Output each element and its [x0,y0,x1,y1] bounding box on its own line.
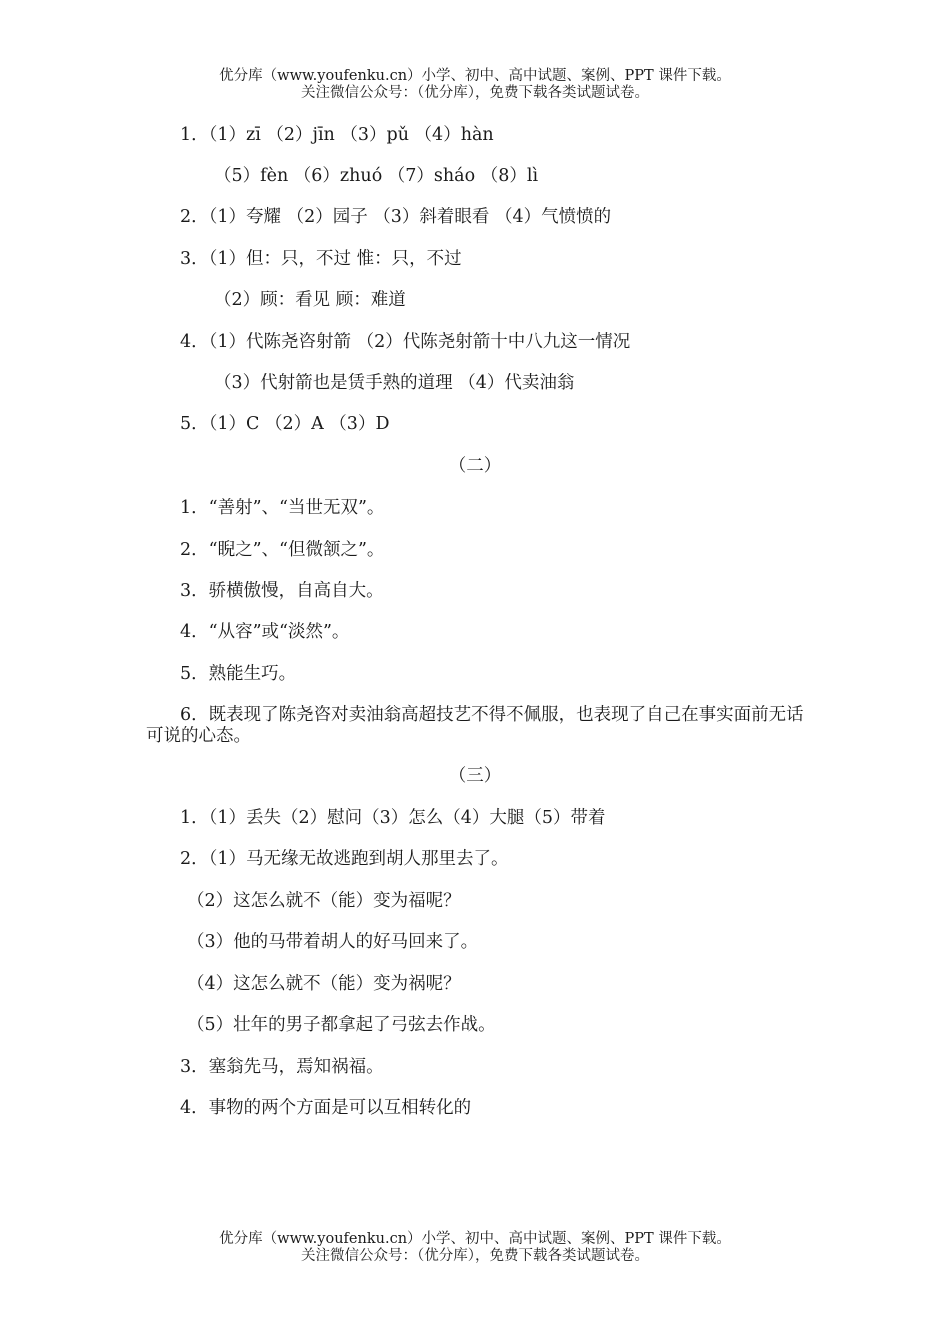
s3-answer-2-line-2: （2）这怎么就不（能）变为福呢？ [187,891,461,911]
section-3-heading: （三） [448,766,502,786]
answer-3-line-2: （2）顾：看见 顾：难道 [214,290,406,310]
s3-answer-2-line-3: （3）他的马带着胡人的好马回来了。 [187,932,479,952]
s2-answer-2: 2．“睨之”、“但微颔之”。 [180,540,385,560]
header-line-2: 关注微信公众号：（优分库），免费下载各类试题试卷。 [301,85,649,101]
section-2-heading: （二） [448,456,502,476]
footer-line-1: 优分库（www.youfenku.cn）小学、初中、高中试题、案例、PPT 课件下载。 [219,1231,731,1247]
s2-answer-6: 6．既表现了陈尧咨对卖油翁高超技艺不得不佩服，也表现了自己在事实面前无话可说的心态。 [146,705,804,746]
page-footer [0,1231,950,1265]
answer-3-line-1: 3．（1）但：只，不过 惟：只，不过 [180,249,462,269]
s3-answer-2-line-4: （4）这怎么就不（能）变为祸呢？ [187,974,461,994]
s2-answer-4: 4．“从容”或“淡然”。 [180,622,350,642]
s2-answer-3: 3．骄横傲慢，自高自大。 [180,581,384,601]
s3-answer-3: 3．塞翁先马，焉知祸福。 [180,1057,384,1077]
answer-1-line-2: （5）fèn （6）zhuó （7）sháo （8）lì [214,166,539,186]
answer-2: 2．（1）夸耀 （2）园子 （3）斜着眼看 （4）气愤愤的 [180,207,612,227]
page-header [0,68,950,102]
footer-line-2: 关注微信公众号：（优分库），免费下载各类试题试卷。 [301,1248,649,1264]
answer-1-line-1: 1．（1）zī （2）jīn （3）pǔ （4）hàn [180,125,494,145]
answer-4-line-2: （3）代射箭也是赁手熟的道理 （4）代卖油翁 [214,373,575,393]
answer-4-line-1: 4．（1）代陈尧咨射箭 （2）代陈尧射箭十中八九这一情况 [180,332,631,352]
s3-answer-2-line-5: （5）壮年的男子都拿起了弓弦去作战。 [187,1015,496,1035]
s3-answer-2-line-1: 2．（1）马无缘无故逃跑到胡人那里去了。 [180,849,509,869]
header-line-1: 优分库（www.youfenku.cn）小学、初中、高中试题、案例、PPT 课件下载。 [219,68,731,84]
answer-5: 5．（1）C （2）A （3）D [180,414,390,434]
s3-answer-1: 1．（1）丢失（2）慰问（3）怎么（4）大腿（5）带着 [180,808,606,828]
s2-answer-5: 5．熟能生巧。 [180,664,297,684]
s3-answer-4: 4．事物的两个方面是可以互相转化的 [180,1098,472,1118]
s2-answer-1: 1．“善射”、“当世无双”。 [180,498,385,518]
